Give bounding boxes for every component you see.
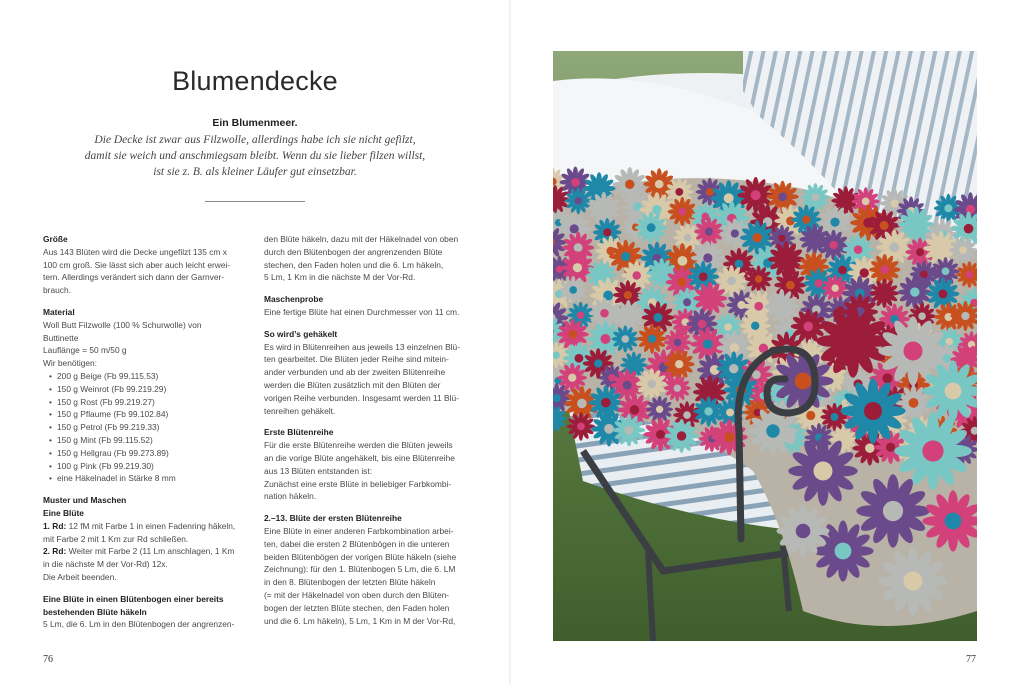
round-text: 12 fM mit Farbe 1 in einen Fadenring häkeln, (66, 520, 236, 531)
page-number-right: 77 (966, 654, 976, 665)
text-line: Zunächst eine erste Blüte in beliebiger Farbkombi- (264, 478, 452, 489)
intro-heading: Ein Blumenmeer. (212, 117, 298, 129)
blanket-photo (553, 51, 977, 641)
text-line: werden die Blüten zusätzlich mit den Blüten der (264, 379, 441, 390)
material-list-item: • eine Häkelnadel in Stärke 8 mm (43, 472, 249, 485)
material-list-item: • 150 g Hellgrau (Fb 99.273.89) (43, 447, 249, 460)
heading-maschenprobe: Maschenprobe (264, 294, 324, 305)
text-line: Es wird in Blütenreihen aus jeweils 13 einzelnen Blü- (264, 341, 460, 352)
heading-material: Material (43, 306, 75, 317)
text-line: den Blüte häkeln, dazu mit der Häkelnadel von oben (264, 234, 459, 244)
text-column-right (264, 233, 470, 627)
text-line: und die 6. Lm häkeln), 5 Lm, 1 Km in M der Vor-Rd, (264, 615, 456, 626)
intro-text (58, 132, 452, 180)
text-line: Eine fertige Blüte hat einen Durchmesser von 11 cm. (264, 306, 460, 317)
heading-muster: Muster und Maschen (43, 495, 127, 506)
text-line: Lauflänge = 50 m/50 g (43, 345, 127, 356)
heading-so-wirds-gehaekelt: So wird’s gehäkelt (264, 328, 338, 339)
text-line: durch den Blütenbogen der angrenzenden Blüte (264, 246, 443, 257)
photo-illustration (553, 51, 977, 641)
text-line: ten, dabei die ersten 2 Blütenbögen in die unteren (264, 538, 450, 549)
text-line: Buttinette (43, 332, 79, 343)
text-line: nation häkeln. (264, 491, 317, 502)
heading-groesse: Größe (43, 234, 68, 244)
heading-bogen: Eine Blüte in einen Blütenbogen einer bereits (43, 593, 224, 604)
heading-bluete: Eine Blüte (43, 507, 84, 518)
material-list-item: • 150 g Mint (Fb 99.115.52) (43, 434, 249, 447)
material-list-item: • 150 g Rost (Fb 99.219.27) (43, 396, 249, 409)
round-text: Weiter mit Farbe 2 (11 Lm anschlagen, 1 Km (66, 546, 235, 557)
text-line: vorigen Reihe verbunden. Insgesamt werden 11 Blü- (264, 392, 459, 403)
text-line: Woll Butt Filzwolle (100 % Schurwolle) von (43, 319, 202, 330)
text-line: beiden Blütenbögen der vorigen Blüte häkeln (siehe (264, 551, 457, 562)
text-line: (= mit der Häkelnadel von oben durch den Blüten- (264, 589, 450, 600)
material-list-item: • 150 g Pflaume (Fb 99.102.84) (43, 408, 249, 421)
round-label: 1. Rd: (43, 520, 67, 531)
text-line (43, 545, 249, 558)
intro-line: damit sie weich und anschmiegsam bleibt. Wenn du sie lieber filzen willst, (84, 150, 426, 162)
text-line: Wir benötigen: (43, 358, 97, 369)
text-line: Für die erste Blütenreihe werden die Blüten jeweils (264, 440, 453, 451)
heading-bogen: bestehenden Blüte häkeln (43, 606, 147, 617)
text-line: 100 cm groß. Sie lässt sich aber auch leicht erwei- (43, 259, 231, 270)
text-line: bogen der letzten Blüte stechen, den Faden holen (264, 602, 450, 613)
page-number-left: 76 (43, 654, 53, 665)
text-line: 5 Lm, 1 Km in die nächste M der Vor-Rd. (264, 272, 416, 283)
heading-zweite-bluete: 2.–13. Blüte der ersten Blütenreihe (264, 513, 402, 524)
intro-line: ist sie z. B. als kleiner Läufer gut einsetzbar. (153, 166, 357, 178)
text-line: 5 Lm, die 6. Lm in den Blütenbogen der angrenzen- (43, 619, 235, 630)
text-line: brauch. (43, 285, 71, 296)
text-line: Eine Blüte in einer anderen Farbkombination arbei- (264, 525, 454, 536)
text-line: aus 13 Blüten entstanden ist: (264, 465, 373, 476)
text-line: Aus 143 Blüten wird die Decke ungefilzt 135 cm x (43, 246, 227, 257)
text-line: Zeichnung): für den 1. Blütenbogen 5 Lm, die 6. LM (264, 564, 456, 575)
text-column-left (43, 233, 249, 631)
text-line (43, 520, 249, 533)
heading-erste-bluetenreihe: Erste Blütenreihe (264, 427, 334, 438)
book-gutter (509, 0, 511, 685)
material-list-item: • 150 g Weinrot (Fb 99.219.29) (43, 383, 249, 396)
round-label: 2. Rd: (43, 546, 67, 557)
text-line: tern. Allerdings verändert sich dann der Garnver- (43, 272, 225, 283)
material-list-item: • 150 g Petrol (Fb 99.219.33) (43, 421, 249, 434)
material-list-item: • 100 g Pink (Fb 99.219.30) (43, 460, 249, 473)
text-line: Die Arbeit beenden. (43, 571, 117, 582)
divider-rule (205, 201, 305, 202)
text-line: stechen, den Faden holen und die 6. Lm häkeln, (264, 259, 444, 270)
text-line: in den 8. Blütenbogen der letzten Blüte häkeln (264, 577, 436, 588)
page-title: Blumendecke (172, 66, 338, 96)
text-line: in die nächste M der Vor-Rd) 12x. (43, 559, 168, 570)
text-line: ander verbunden und ab der zweiten Blütenreihe (264, 367, 446, 378)
text-line: an die vorige Blüte angehäkelt, bis eine Blütenreihe (264, 452, 455, 463)
text-line: ten gearbeitet. Die Blüten jeder Reihe sind mitein- (264, 354, 449, 365)
intro-line: Die Decke ist zwar aus Filzwolle, allerdings habe ich sie nicht gefilzt, (94, 134, 416, 146)
text-line: tenreihen gehäkelt. (264, 405, 336, 416)
text-line: mit Farbe 2 mit 1 Km zur Rd schließen. (43, 533, 189, 544)
material-list-item: • 200 g Beige (Fb 99.115.53) (43, 370, 249, 383)
